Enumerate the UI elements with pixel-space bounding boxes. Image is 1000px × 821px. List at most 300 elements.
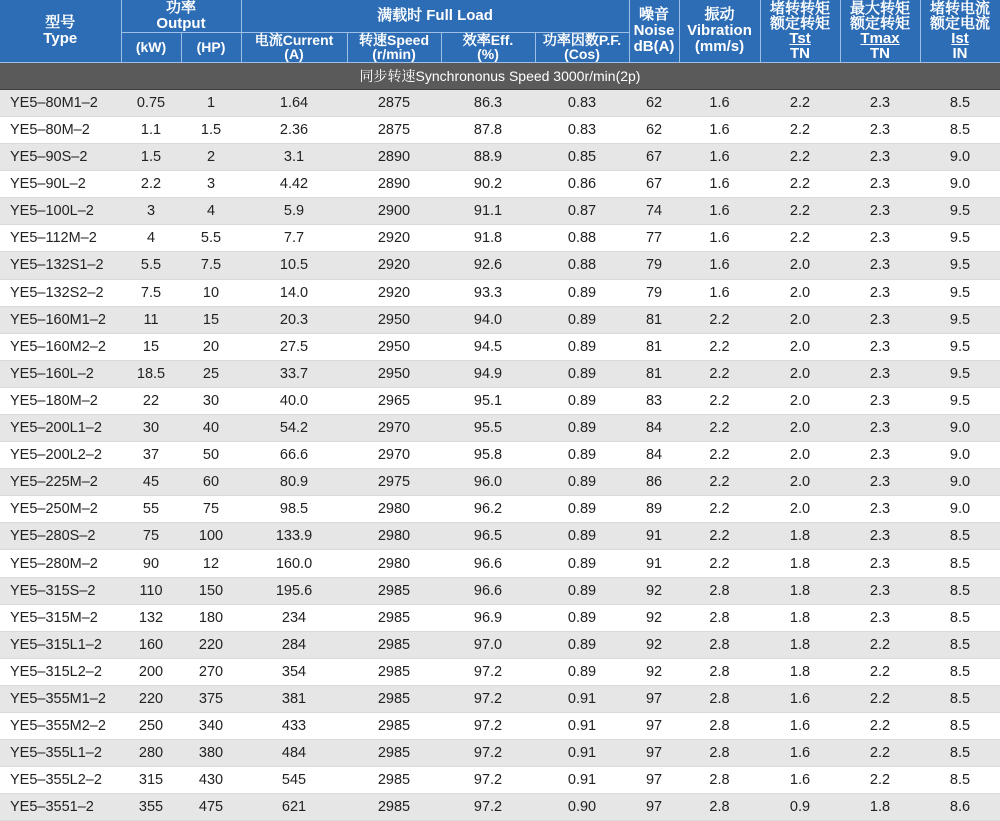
cell-hp: 12 xyxy=(181,550,241,577)
cell-power-factor: 0.89 xyxy=(535,469,629,496)
cell-speed: 2900 xyxy=(347,198,441,225)
cell-hp: 25 xyxy=(181,360,241,387)
cell-tmax-ratio: 2.3 xyxy=(840,577,920,604)
sync-speed-row xyxy=(0,62,1000,89)
cell-ist-ratio: 9.5 xyxy=(920,198,1000,225)
cell-speed: 2950 xyxy=(347,360,441,387)
cell-speed: 2890 xyxy=(347,144,441,171)
cell-vibration: 2.8 xyxy=(679,767,760,794)
cell-type: YE5–355M1–2 xyxy=(0,685,121,712)
cell-noise: 97 xyxy=(629,794,679,821)
cell-current: 10.5 xyxy=(241,252,347,279)
cell-type: YE5–80M–2 xyxy=(0,116,121,143)
cell-ist-ratio: 8.5 xyxy=(920,740,1000,767)
cell-efficiency: 96.0 xyxy=(441,469,535,496)
cell-vibration: 2.2 xyxy=(679,333,760,360)
cell-efficiency: 97.2 xyxy=(441,767,535,794)
cell-kw: 15 xyxy=(121,333,181,360)
cell-power-factor: 0.91 xyxy=(535,685,629,712)
cell-ist-ratio: 8.5 xyxy=(920,685,1000,712)
cell-current: 3.1 xyxy=(241,144,347,171)
cell-efficiency: 88.9 xyxy=(441,144,535,171)
cell-power-factor: 0.89 xyxy=(535,577,629,604)
cell-type: YE5–315L2–2 xyxy=(0,658,121,685)
cell-noise: 81 xyxy=(629,360,679,387)
cell-current: 66.6 xyxy=(241,442,347,469)
header-current: 电流Current (A) xyxy=(241,32,347,62)
cell-speed: 2985 xyxy=(347,740,441,767)
table-row xyxy=(0,116,1000,143)
header-vibration: 振动 Vibration (mm/s) xyxy=(679,0,760,62)
cell-power-factor: 0.91 xyxy=(535,767,629,794)
table-row xyxy=(0,523,1000,550)
cell-vibration: 1.6 xyxy=(679,89,760,116)
cell-kw: 1.5 xyxy=(121,144,181,171)
cell-hp: 30 xyxy=(181,387,241,414)
cell-tst-ratio: 1.6 xyxy=(760,767,840,794)
cell-tmax-ratio: 2.3 xyxy=(840,144,920,171)
cell-tmax-ratio: 2.3 xyxy=(840,387,920,414)
cell-kw: 37 xyxy=(121,442,181,469)
cell-type: YE5–90L–2 xyxy=(0,171,121,198)
cell-current: 20.3 xyxy=(241,306,347,333)
cell-power-factor: 0.89 xyxy=(535,523,629,550)
cell-tst-ratio: 1.8 xyxy=(760,577,840,604)
cell-current: 33.7 xyxy=(241,360,347,387)
cell-hp: 180 xyxy=(181,604,241,631)
cell-speed: 2970 xyxy=(347,415,441,442)
cell-kw: 30 xyxy=(121,415,181,442)
cell-current: 195.6 xyxy=(241,577,347,604)
cell-type: YE5–80M1–2 xyxy=(0,89,121,116)
table-row xyxy=(0,89,1000,116)
cell-hp: 1 xyxy=(181,89,241,116)
cell-speed: 2875 xyxy=(347,89,441,116)
cell-tmax-ratio: 2.3 xyxy=(840,550,920,577)
cell-kw: 200 xyxy=(121,658,181,685)
cell-ist-ratio: 9.0 xyxy=(920,442,1000,469)
cell-current: 284 xyxy=(241,631,347,658)
cell-hp: 270 xyxy=(181,658,241,685)
cell-efficiency: 97.2 xyxy=(441,658,535,685)
cell-efficiency: 92.6 xyxy=(441,252,535,279)
cell-ist-ratio: 9.5 xyxy=(920,387,1000,414)
cell-ist-ratio: 9.5 xyxy=(920,252,1000,279)
cell-efficiency: 90.2 xyxy=(441,171,535,198)
cell-ist-ratio: 8.5 xyxy=(920,767,1000,794)
cell-type: YE5–3551–2 xyxy=(0,794,121,821)
cell-noise: 97 xyxy=(629,767,679,794)
cell-tst-ratio: 1.6 xyxy=(760,685,840,712)
cell-type: YE5–132S1–2 xyxy=(0,252,121,279)
cell-noise: 92 xyxy=(629,631,679,658)
cell-tst-ratio: 2.0 xyxy=(760,279,840,306)
cell-current: 54.2 xyxy=(241,415,347,442)
cell-tst-ratio: 1.8 xyxy=(760,523,840,550)
cell-tmax-ratio: 2.3 xyxy=(840,604,920,631)
table-header xyxy=(0,0,1000,62)
cell-current: 545 xyxy=(241,767,347,794)
cell-speed: 2920 xyxy=(347,252,441,279)
cell-speed: 2920 xyxy=(347,279,441,306)
cell-noise: 79 xyxy=(629,252,679,279)
cell-current: 98.5 xyxy=(241,496,347,523)
cell-current: 133.9 xyxy=(241,523,347,550)
cell-tmax-ratio: 2.3 xyxy=(840,306,920,333)
cell-kw: 0.75 xyxy=(121,89,181,116)
cell-hp: 340 xyxy=(181,713,241,740)
cell-kw: 55 xyxy=(121,496,181,523)
cell-speed: 2985 xyxy=(347,658,441,685)
cell-ist-ratio: 9.5 xyxy=(920,279,1000,306)
cell-type: YE5–160M1–2 xyxy=(0,306,121,333)
cell-tst-ratio: 2.0 xyxy=(760,496,840,523)
cell-tst-ratio: 2.2 xyxy=(760,144,840,171)
cell-tmax-ratio: 2.3 xyxy=(840,198,920,225)
cell-hp: 60 xyxy=(181,469,241,496)
cell-vibration: 1.6 xyxy=(679,116,760,143)
cell-kw: 3 xyxy=(121,198,181,225)
cell-speed: 2980 xyxy=(347,523,441,550)
cell-vibration: 2.8 xyxy=(679,604,760,631)
header-tmax-ratio: 最大转矩 额定转矩 Tmax TN xyxy=(840,0,920,62)
table-row xyxy=(0,252,1000,279)
cell-power-factor: 0.88 xyxy=(535,225,629,252)
cell-efficiency: 95.8 xyxy=(441,442,535,469)
cell-efficiency: 93.3 xyxy=(441,279,535,306)
cell-tmax-ratio: 2.3 xyxy=(840,171,920,198)
cell-power-factor: 0.89 xyxy=(535,387,629,414)
cell-type: YE5–90S–2 xyxy=(0,144,121,171)
cell-noise: 81 xyxy=(629,306,679,333)
cell-efficiency: 97.2 xyxy=(441,794,535,821)
cell-noise: 84 xyxy=(629,415,679,442)
cell-power-factor: 0.91 xyxy=(535,713,629,740)
table-row xyxy=(0,685,1000,712)
cell-type: YE5–280M–2 xyxy=(0,550,121,577)
cell-power-factor: 0.91 xyxy=(535,740,629,767)
cell-type: YE5–180M–2 xyxy=(0,387,121,414)
cell-tst-ratio: 2.2 xyxy=(760,225,840,252)
cell-speed: 2970 xyxy=(347,442,441,469)
cell-vibration: 1.6 xyxy=(679,279,760,306)
cell-tst-ratio: 1.8 xyxy=(760,631,840,658)
table-row xyxy=(0,279,1000,306)
cell-efficiency: 86.3 xyxy=(441,89,535,116)
cell-tmax-ratio: 2.2 xyxy=(840,767,920,794)
cell-power-factor: 0.83 xyxy=(535,116,629,143)
cell-type: YE5–315L1–2 xyxy=(0,631,121,658)
cell-power-factor: 0.88 xyxy=(535,252,629,279)
cell-tst-ratio: 2.0 xyxy=(760,415,840,442)
cell-efficiency: 94.5 xyxy=(441,333,535,360)
cell-efficiency: 96.9 xyxy=(441,604,535,631)
cell-current: 234 xyxy=(241,604,347,631)
cell-current: 484 xyxy=(241,740,347,767)
cell-ist-ratio: 9.5 xyxy=(920,225,1000,252)
table-row xyxy=(0,713,1000,740)
cell-speed: 2965 xyxy=(347,387,441,414)
cell-vibration: 2.8 xyxy=(679,685,760,712)
cell-kw: 18.5 xyxy=(121,360,181,387)
cell-type: YE5–160L–2 xyxy=(0,360,121,387)
cell-power-factor: 0.83 xyxy=(535,89,629,116)
table-body xyxy=(0,62,1000,821)
cell-hp: 2 xyxy=(181,144,241,171)
cell-ist-ratio: 9.0 xyxy=(920,469,1000,496)
cell-tmax-ratio: 2.3 xyxy=(840,89,920,116)
cell-noise: 91 xyxy=(629,550,679,577)
cell-speed: 2980 xyxy=(347,496,441,523)
cell-kw: 132 xyxy=(121,604,181,631)
cell-tmax-ratio: 2.3 xyxy=(840,333,920,360)
table-row xyxy=(0,171,1000,198)
header-noise: 噪音 Noise dB(A) xyxy=(629,0,679,62)
cell-tmax-ratio: 2.3 xyxy=(840,252,920,279)
cell-noise: 62 xyxy=(629,116,679,143)
cell-efficiency: 97.2 xyxy=(441,713,535,740)
cell-tst-ratio: 1.6 xyxy=(760,740,840,767)
table-row xyxy=(0,469,1000,496)
cell-ist-ratio: 8.5 xyxy=(920,89,1000,116)
cell-tmax-ratio: 2.2 xyxy=(840,685,920,712)
cell-kw: 75 xyxy=(121,523,181,550)
cell-vibration: 2.8 xyxy=(679,577,760,604)
table-row xyxy=(0,442,1000,469)
cell-current: 5.9 xyxy=(241,198,347,225)
cell-tst-ratio: 2.2 xyxy=(760,89,840,116)
cell-kw: 11 xyxy=(121,306,181,333)
cell-speed: 2950 xyxy=(347,333,441,360)
cell-vibration: 2.8 xyxy=(679,631,760,658)
cell-vibration: 2.2 xyxy=(679,496,760,523)
cell-tst-ratio: 2.0 xyxy=(760,306,840,333)
table-row xyxy=(0,550,1000,577)
cell-efficiency: 94.0 xyxy=(441,306,535,333)
cell-kw: 4 xyxy=(121,225,181,252)
cell-kw: 110 xyxy=(121,577,181,604)
cell-type: YE5–355L1–2 xyxy=(0,740,121,767)
cell-speed: 2920 xyxy=(347,225,441,252)
cell-kw: 7.5 xyxy=(121,279,181,306)
table-row xyxy=(0,198,1000,225)
cell-ist-ratio: 9.0 xyxy=(920,144,1000,171)
cell-ist-ratio: 8.6 xyxy=(920,794,1000,821)
header-tst-ratio: 堵转转矩 额定转矩 Tst TN xyxy=(760,0,840,62)
cell-type: YE5–315M–2 xyxy=(0,604,121,631)
cell-current: 40.0 xyxy=(241,387,347,414)
cell-noise: 97 xyxy=(629,685,679,712)
cell-tmax-ratio: 2.3 xyxy=(840,116,920,143)
cell-noise: 81 xyxy=(629,333,679,360)
cell-speed: 2980 xyxy=(347,550,441,577)
cell-tmax-ratio: 2.2 xyxy=(840,713,920,740)
cell-current: 7.7 xyxy=(241,225,347,252)
table-row xyxy=(0,333,1000,360)
cell-kw: 1.1 xyxy=(121,116,181,143)
header-power-factor: 功率因数P.F. (Cos) xyxy=(535,32,629,62)
cell-speed: 2985 xyxy=(347,631,441,658)
cell-speed: 2975 xyxy=(347,469,441,496)
cell-tst-ratio: 2.0 xyxy=(760,442,840,469)
table-row xyxy=(0,415,1000,442)
cell-hp: 50 xyxy=(181,442,241,469)
cell-type: YE5–355L2–2 xyxy=(0,767,121,794)
cell-vibration: 2.2 xyxy=(679,306,760,333)
cell-tst-ratio: 2.2 xyxy=(760,171,840,198)
table-row xyxy=(0,604,1000,631)
cell-tmax-ratio: 2.3 xyxy=(840,496,920,523)
cell-vibration: 1.6 xyxy=(679,225,760,252)
header-type: 型号 Type xyxy=(0,0,121,62)
cell-type: YE5–250M–2 xyxy=(0,496,121,523)
cell-current: 433 xyxy=(241,713,347,740)
cell-noise: 97 xyxy=(629,740,679,767)
cell-kw: 355 xyxy=(121,794,181,821)
cell-ist-ratio: 8.5 xyxy=(920,658,1000,685)
cell-hp: 380 xyxy=(181,740,241,767)
cell-tst-ratio: 2.2 xyxy=(760,198,840,225)
cell-power-factor: 0.89 xyxy=(535,604,629,631)
header-full-load: 满载时 Full Load xyxy=(241,0,629,32)
cell-power-factor: 0.89 xyxy=(535,415,629,442)
header-speed: 转速Speed (r/min) xyxy=(347,32,441,62)
cell-vibration: 1.6 xyxy=(679,171,760,198)
cell-power-factor: 0.89 xyxy=(535,550,629,577)
cell-tst-ratio: 2.0 xyxy=(760,252,840,279)
cell-vibration: 2.8 xyxy=(679,740,760,767)
cell-noise: 86 xyxy=(629,469,679,496)
cell-vibration: 1.6 xyxy=(679,144,760,171)
cell-current: 14.0 xyxy=(241,279,347,306)
cell-efficiency: 96.6 xyxy=(441,577,535,604)
cell-tmax-ratio: 2.2 xyxy=(840,658,920,685)
cell-vibration: 2.2 xyxy=(679,469,760,496)
cell-tst-ratio: 1.8 xyxy=(760,604,840,631)
cell-kw: 160 xyxy=(121,631,181,658)
cell-hp: 3 xyxy=(181,171,241,198)
table-row xyxy=(0,631,1000,658)
cell-tmax-ratio: 2.3 xyxy=(840,225,920,252)
cell-tst-ratio: 2.0 xyxy=(760,387,840,414)
table-row xyxy=(0,577,1000,604)
table-row xyxy=(0,387,1000,414)
cell-vibration: 2.2 xyxy=(679,360,760,387)
cell-kw: 2.2 xyxy=(121,171,181,198)
cell-tst-ratio: 2.2 xyxy=(760,116,840,143)
cell-efficiency: 91.8 xyxy=(441,225,535,252)
cell-ist-ratio: 9.0 xyxy=(920,171,1000,198)
table-row xyxy=(0,658,1000,685)
cell-hp: 7.5 xyxy=(181,252,241,279)
cell-current: 4.42 xyxy=(241,171,347,198)
cell-vibration: 2.2 xyxy=(679,523,760,550)
cell-speed: 2985 xyxy=(347,577,441,604)
cell-tmax-ratio: 2.3 xyxy=(840,523,920,550)
cell-type: YE5–200L1–2 xyxy=(0,415,121,442)
cell-tmax-ratio: 2.3 xyxy=(840,442,920,469)
cell-hp: 150 xyxy=(181,577,241,604)
cell-tmax-ratio: 2.3 xyxy=(840,469,920,496)
cell-efficiency: 91.1 xyxy=(441,198,535,225)
cell-tmax-ratio: 2.2 xyxy=(840,631,920,658)
cell-hp: 20 xyxy=(181,333,241,360)
cell-power-factor: 0.89 xyxy=(535,496,629,523)
cell-hp: 75 xyxy=(181,496,241,523)
cell-current: 160.0 xyxy=(241,550,347,577)
cell-noise: 92 xyxy=(629,604,679,631)
cell-noise: 92 xyxy=(629,658,679,685)
cell-noise: 83 xyxy=(629,387,679,414)
table-row xyxy=(0,496,1000,523)
cell-type: YE5–315S–2 xyxy=(0,577,121,604)
cell-noise: 92 xyxy=(629,577,679,604)
cell-type: YE5–160M2–2 xyxy=(0,333,121,360)
cell-hp: 15 xyxy=(181,306,241,333)
cell-type: YE5–112M–2 xyxy=(0,225,121,252)
cell-efficiency: 95.1 xyxy=(441,387,535,414)
cell-ist-ratio: 9.5 xyxy=(920,360,1000,387)
cell-speed: 2985 xyxy=(347,713,441,740)
cell-current: 2.36 xyxy=(241,116,347,143)
cell-tmax-ratio: 2.2 xyxy=(840,740,920,767)
cell-efficiency: 97.2 xyxy=(441,740,535,767)
cell-ist-ratio: 8.5 xyxy=(920,577,1000,604)
cell-power-factor: 0.89 xyxy=(535,333,629,360)
cell-ist-ratio: 8.5 xyxy=(920,604,1000,631)
cell-power-factor: 0.89 xyxy=(535,631,629,658)
cell-power-factor: 0.89 xyxy=(535,279,629,306)
cell-hp: 10 xyxy=(181,279,241,306)
cell-tst-ratio: 2.0 xyxy=(760,469,840,496)
cell-current: 1.64 xyxy=(241,89,347,116)
cell-type: YE5–225M–2 xyxy=(0,469,121,496)
cell-kw: 22 xyxy=(121,387,181,414)
cell-kw: 45 xyxy=(121,469,181,496)
cell-current: 381 xyxy=(241,685,347,712)
cell-power-factor: 0.89 xyxy=(535,306,629,333)
header-kw: (kW) xyxy=(121,32,181,62)
cell-ist-ratio: 8.5 xyxy=(920,550,1000,577)
cell-kw: 315 xyxy=(121,767,181,794)
cell-hp: 220 xyxy=(181,631,241,658)
cell-type: YE5–280S–2 xyxy=(0,523,121,550)
cell-noise: 89 xyxy=(629,496,679,523)
cell-tst-ratio: 1.8 xyxy=(760,658,840,685)
cell-vibration: 2.8 xyxy=(679,794,760,821)
cell-power-factor: 0.89 xyxy=(535,442,629,469)
cell-current: 80.9 xyxy=(241,469,347,496)
table-row xyxy=(0,306,1000,333)
cell-vibration: 2.8 xyxy=(679,658,760,685)
cell-noise: 67 xyxy=(629,171,679,198)
cell-type: YE5–132S2–2 xyxy=(0,279,121,306)
cell-tst-ratio: 2.0 xyxy=(760,360,840,387)
cell-power-factor: 0.86 xyxy=(535,171,629,198)
cell-noise: 74 xyxy=(629,198,679,225)
cell-efficiency: 96.6 xyxy=(441,550,535,577)
table-row xyxy=(0,144,1000,171)
cell-efficiency: 97.0 xyxy=(441,631,535,658)
cell-vibration: 2.2 xyxy=(679,415,760,442)
cell-ist-ratio: 9.0 xyxy=(920,415,1000,442)
cell-kw: 280 xyxy=(121,740,181,767)
cell-tmax-ratio: 2.3 xyxy=(840,360,920,387)
table-row xyxy=(0,225,1000,252)
cell-ist-ratio: 8.5 xyxy=(920,631,1000,658)
cell-speed: 2985 xyxy=(347,604,441,631)
cell-current: 354 xyxy=(241,658,347,685)
